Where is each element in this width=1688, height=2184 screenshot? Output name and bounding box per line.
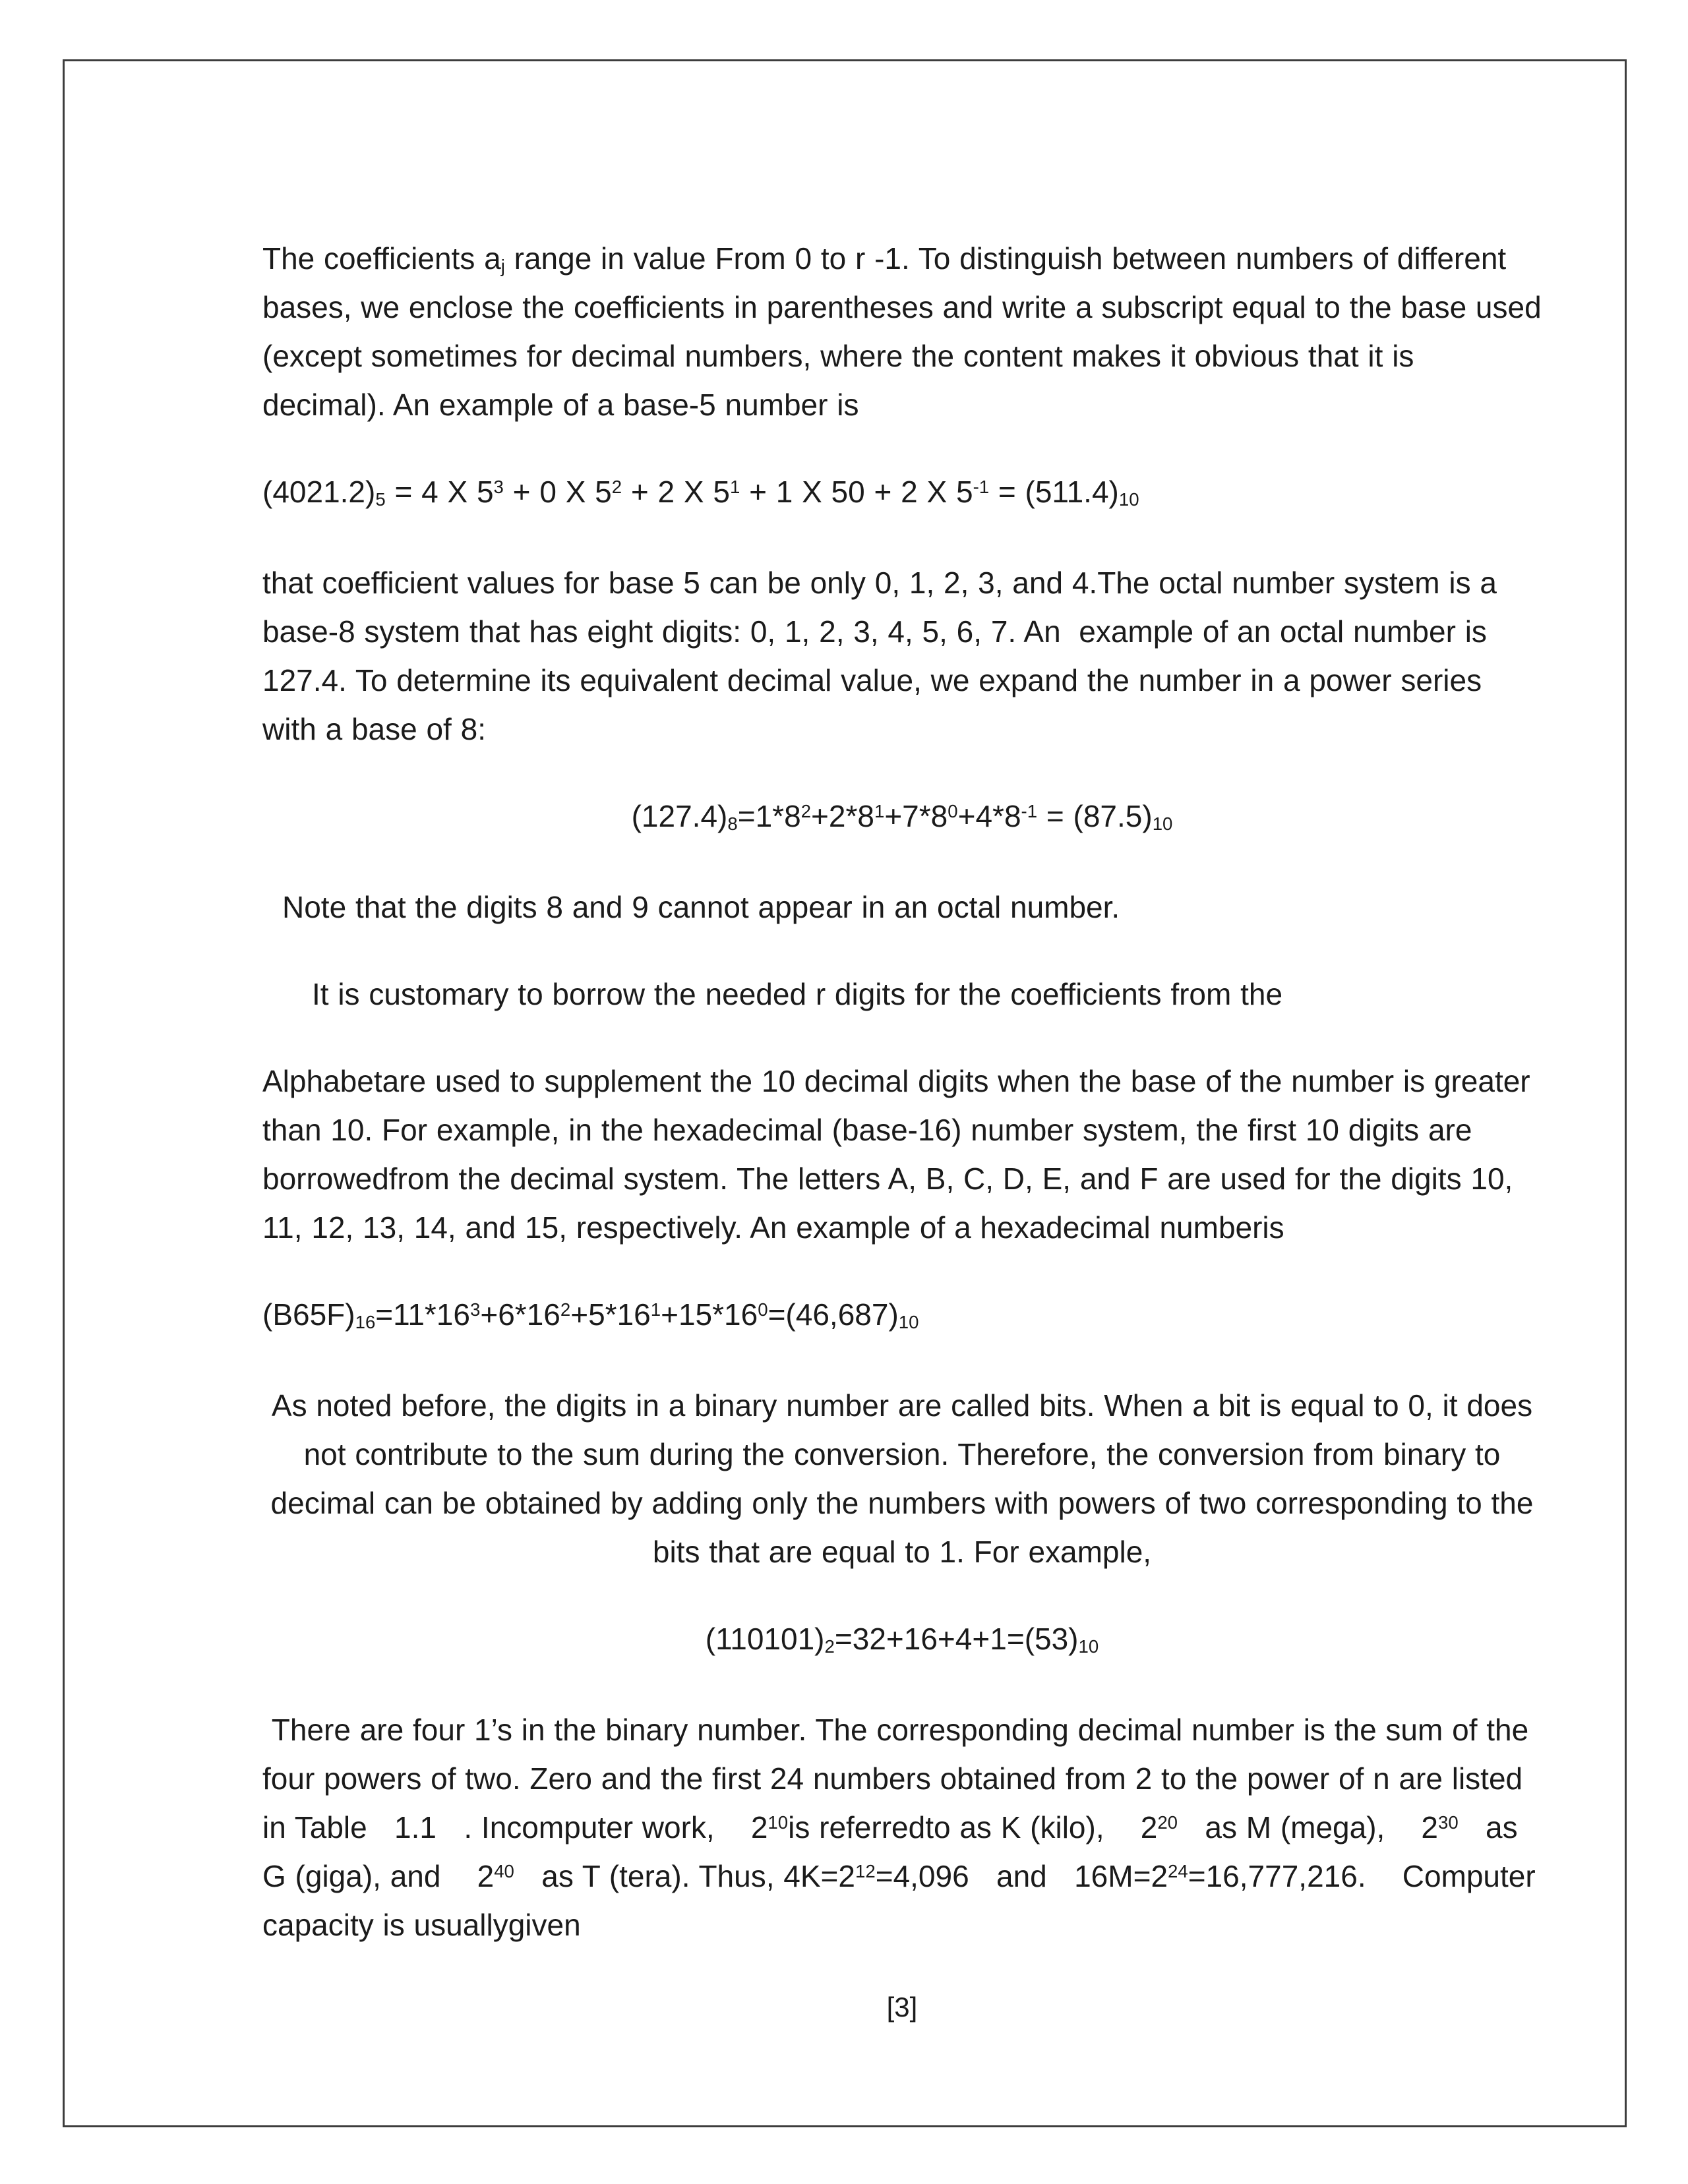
text-run: as M (mega), 2 xyxy=(1178,1810,1439,1845)
paragraph xyxy=(262,1057,1542,1252)
text-run-sup: 1 xyxy=(650,1299,661,1320)
text-run: = (511.4) xyxy=(989,475,1119,509)
document-content xyxy=(262,234,1542,2027)
page-frame xyxy=(63,59,1627,2127)
text-run: +15*16 xyxy=(661,1297,758,1332)
text-run-sub: 10 xyxy=(1078,1636,1099,1657)
formula xyxy=(262,1290,1542,1339)
text-run: +7*8 xyxy=(884,799,948,833)
text-run: =16,777,216. Computer capacity is usuallygiven xyxy=(262,1859,1536,1942)
text-run: +4*8 xyxy=(957,799,1021,833)
text-run: There are four 1’s in the binary number. The corresponding decimal number is the sum of the four powers of two. Zero and the first 24 numbers obtained from 2 to the power of n are listed in Table 1.1 . Incomputer work, 2 xyxy=(262,1713,1529,1845)
text-run-sub: 16 xyxy=(355,1311,376,1332)
text-run: that coefficient values for base 5 can be only 0, 1, 2, 3, and 4.The octal number system is a base-8 system that has eight digits: 0, 1, 2, 3, 4, 5, 6, 7. An example of an octal number is 127.4. To determine its equivalent decimal value, we expand the number in a power series with a base of 8: xyxy=(262,566,1497,746)
formula xyxy=(262,1614,1542,1663)
text-run-sub: 10 xyxy=(1152,813,1173,834)
paragraph xyxy=(262,1381,1542,1576)
text-run: Note that the digits 8 and 9 cannot appear in an octal number. xyxy=(282,890,1120,924)
text-run: =4,096 and 16M=2 xyxy=(875,1859,1168,1893)
text-run: =11*16 xyxy=(375,1297,470,1332)
formula xyxy=(262,467,1542,516)
text-run-sup: 3 xyxy=(493,477,504,498)
text-run-sub: j xyxy=(500,255,505,276)
text-run: + 0 X 5 xyxy=(503,475,612,509)
text-run: It is customary to borrow the needed r digits for the coefficients from the xyxy=(312,977,1283,1011)
text-run-sup: 30 xyxy=(1438,1812,1459,1833)
text-run: +2*8 xyxy=(811,799,874,833)
blocks-host xyxy=(262,234,1542,1949)
text-run-sub: 5 xyxy=(375,488,386,510)
text-run: The coefficients a xyxy=(262,241,501,276)
text-run: = (87.5) xyxy=(1037,799,1153,833)
text-run-sup: 12 xyxy=(855,1861,876,1882)
text-run: (B65F) xyxy=(262,1297,355,1332)
text-run: +5*16 xyxy=(570,1297,651,1332)
paragraph xyxy=(262,1705,1542,1949)
text-run: as T (tera). Thus, 4K=2 xyxy=(514,1859,855,1893)
text-run: (127.4) xyxy=(631,799,728,833)
text-run: (4021.2) xyxy=(262,475,376,509)
text-run-sub: 10 xyxy=(1118,488,1139,510)
text-run: Alphabetare used to supplement the 10 decimal digits when the base of the number is greater than 10. For example, in the hexadecimal (base-16) number system, the first 10 digits are borrowedfrom the decimal system. The letters A, B, C, D, E, and F are used for the digits 10, 11, 12, 13, 14, and 15, respectively. An example of a hexadecimal numberis xyxy=(262,1064,1530,1245)
text-run-sup: -1 xyxy=(973,477,990,498)
text-run-sup: 24 xyxy=(1168,1861,1188,1882)
text-run: =32+16+4+1=(53) xyxy=(834,1622,1079,1656)
text-run-sup: 1 xyxy=(729,477,740,498)
text-run-sup: 2 xyxy=(560,1299,571,1320)
text-run: range in value From 0 to r -1. To distinguish between numbers of different bases, we enclose the coefficients in parentheses and write a subscript equal to the base used (except sometimes for decimal numbers, where the content makes it obvious that it is decimal). An example of a base-5 number is xyxy=(262,241,1542,422)
text-run: =1*8 xyxy=(737,799,801,833)
page-number: [3] xyxy=(886,1992,918,2022)
text-run-sub: 8 xyxy=(727,813,738,834)
text-run: = 4 X 5 xyxy=(385,475,494,509)
text-run: is referredto as K (kilo), 2 xyxy=(788,1810,1158,1845)
text-run-sup: 0 xyxy=(758,1299,768,1320)
text-run-sup: -1 xyxy=(1021,801,1038,822)
paragraph xyxy=(262,558,1542,753)
text-run-sup: 3 xyxy=(469,1299,481,1320)
text-run-sub: 2 xyxy=(824,1636,835,1657)
text-run: =(46,687) xyxy=(768,1297,899,1332)
text-run-sup: 20 xyxy=(1157,1812,1178,1833)
formula xyxy=(262,792,1542,841)
text-run-sup: 1 xyxy=(874,801,885,822)
paragraph xyxy=(262,970,1542,1018)
text-run: As noted before, the digits in a binary number are called bits. When a bit is equal to 0, it does not contribute to the sum during the conversion. Therefore, the conversion from binary to decimal can be obtained by adding only the numbers with powers of two corresponding to the bits that are equal to 1. For example, xyxy=(270,1388,1534,1569)
text-run-sub: 10 xyxy=(898,1311,919,1332)
text-run-sup: 10 xyxy=(768,1812,789,1833)
text-run: + 1 X 50 + 2 X 5 xyxy=(740,475,973,509)
text-run-sup: 0 xyxy=(948,801,958,822)
text-run-sup: 2 xyxy=(611,477,622,498)
text-run-sup: 40 xyxy=(494,1861,514,1882)
paragraph xyxy=(262,883,1542,931)
text-run: + 2 X 5 xyxy=(622,475,730,509)
paragraph xyxy=(262,234,1542,429)
text-run: (110101) xyxy=(705,1622,825,1656)
text-run: +6*16 xyxy=(480,1297,560,1332)
text-run-sup: 2 xyxy=(800,801,812,822)
text-run: as G (giga), and 2 xyxy=(262,1810,1518,1893)
